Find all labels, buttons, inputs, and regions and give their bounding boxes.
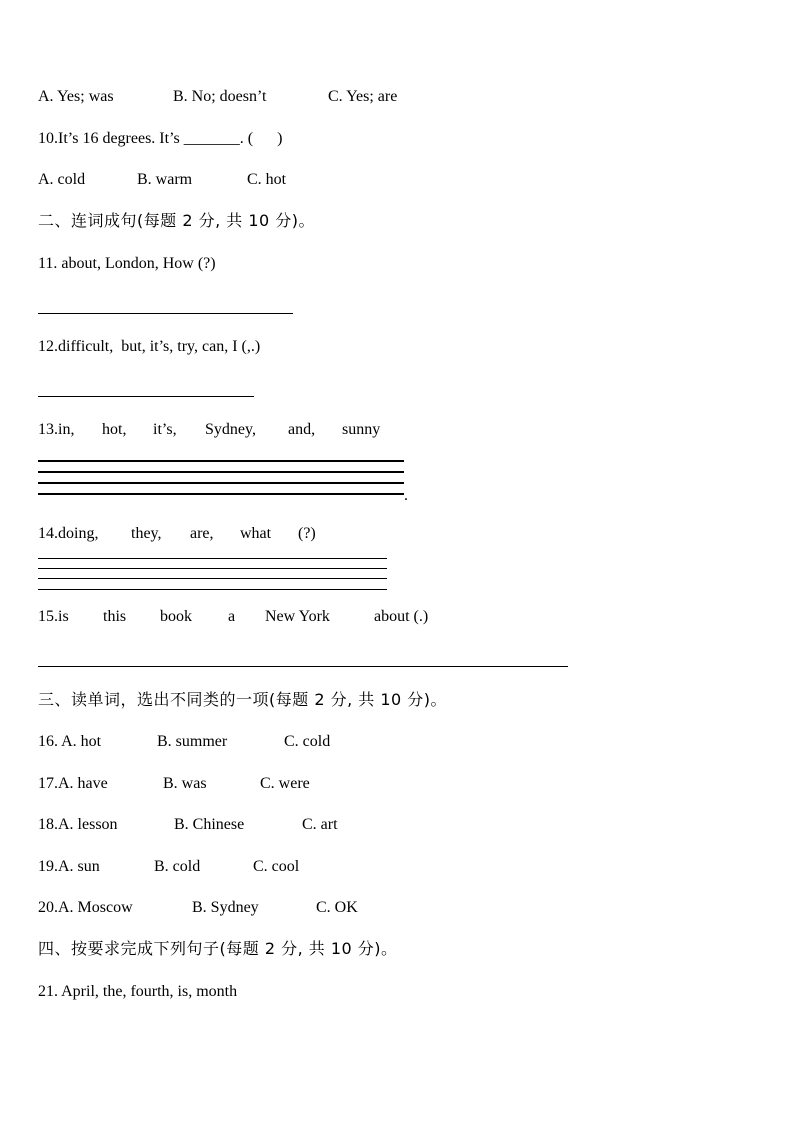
q16-option-b: B. summer: [157, 733, 228, 750]
q12-text: 12.difficult, but, it’s, try, can, I (,.): [38, 338, 261, 355]
q16-option-a: 16. A. hot: [38, 733, 102, 750]
q15-word: 15.is: [38, 608, 69, 625]
q17-option-c: C. were: [260, 775, 310, 792]
q19-option-c: C. cool: [253, 858, 300, 875]
q14-word: are,: [190, 525, 214, 542]
q18-option-b: B. Chinese: [174, 816, 245, 833]
q13-word: 13.in,: [38, 421, 75, 438]
q13-answer-line[interactable]: [38, 460, 404, 462]
q13-word: Sydney,: [205, 421, 256, 438]
q13-answer-line[interactable]: [38, 471, 404, 473]
q19-option-b: B. cold: [154, 858, 201, 875]
q9-option-c: C. Yes; are: [328, 88, 398, 105]
q12-answer-line[interactable]: [38, 396, 254, 397]
q15-word: about (.): [374, 608, 429, 625]
q17-option-a: 17.A. have: [38, 775, 108, 792]
q14-word: they,: [131, 525, 162, 542]
q10-option-b: B. warm: [137, 171, 193, 188]
q14-word: (?): [298, 525, 316, 542]
q13-word: hot,: [102, 421, 127, 438]
q9-option-a: A. Yes; was: [38, 88, 114, 105]
q11-text: 11. about, London, How (?): [38, 255, 216, 272]
q20-option-b: B. Sydney: [192, 899, 259, 916]
q17-option-b: B. was: [163, 775, 207, 792]
q13-word: sunny: [342, 421, 381, 438]
q14-word: 14.doing,: [38, 525, 99, 542]
q10-option-a: A. cold: [38, 171, 86, 188]
q20-option-a: 20.A. Moscow: [38, 899, 133, 916]
q14-answer-line[interactable]: [38, 589, 387, 590]
q15-word: New York: [265, 608, 330, 625]
q13-word: it’s,: [153, 421, 177, 438]
q18-option-c: C. art: [302, 816, 338, 833]
q18-option-a: 18.A. lesson: [38, 816, 118, 833]
q11-answer-line[interactable]: [38, 313, 293, 314]
q13-period: .: [404, 487, 408, 504]
q14-word: what: [240, 525, 272, 542]
q10-stem: 10.It’s 16 degrees. It’s _______. ( ): [38, 130, 283, 147]
section2-heading: 二、连词成句(每题 2 分, 共 10 分)。: [38, 211, 316, 230]
q19-option-a: 19.A. sun: [38, 858, 100, 875]
q13-word: and,: [288, 421, 316, 438]
q13-answer-line[interactable]: [38, 482, 404, 484]
q15-word: a: [228, 608, 236, 625]
q15-answer-line[interactable]: [38, 666, 568, 667]
q9-option-b: B. No; doesn’t: [173, 88, 267, 105]
q15-word: book: [160, 608, 192, 625]
q21-text: 21. April, the, fourth, is, month: [38, 983, 238, 1000]
q13-answer-line[interactable]: [38, 493, 404, 495]
q15-word: this: [103, 608, 127, 625]
q14-answer-line[interactable]: [38, 558, 387, 559]
q10-option-c: C. hot: [247, 171, 287, 188]
q14-answer-line[interactable]: [38, 568, 387, 569]
q16-option-c: C. cold: [284, 733, 331, 750]
section3-heading: 三、读单词，选出不同类的一项(每题 2 分, 共 10 分)。: [38, 690, 448, 709]
q14-answer-line[interactable]: [38, 578, 387, 579]
q20-option-c: C. OK: [316, 899, 358, 916]
section4-heading: 四、按要求完成下列句子(每题 2 分, 共 10 分)。: [38, 939, 398, 958]
